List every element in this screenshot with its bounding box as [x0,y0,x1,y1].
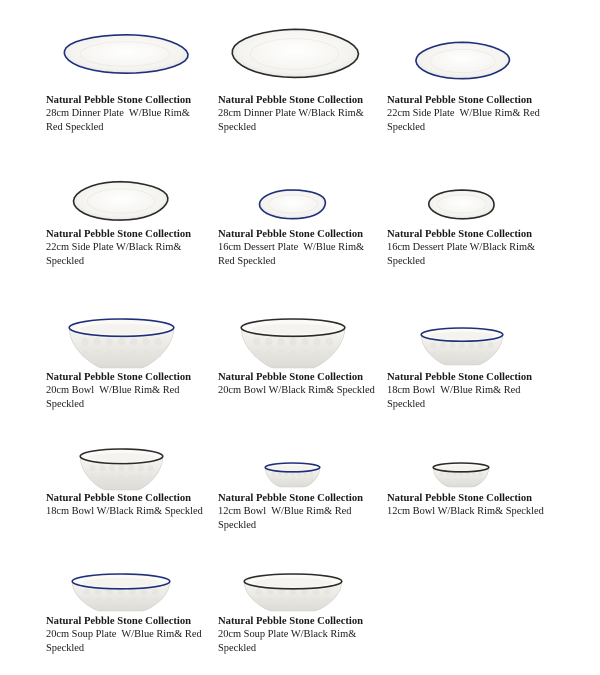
product-description [46,107,216,134]
soup-plate-image [243,573,343,612]
product-description-line-2: Speckled [387,398,426,410]
product-description-line-1: 20cm Bowl W/Blue Rim& Red [46,385,180,396]
product-description [218,628,388,655]
plate-image [258,188,328,220]
bowl-image [432,462,490,488]
product-collection-title: Natural Pebble Stone Collection [46,95,192,106]
product-description [218,384,388,398]
bowl-image [68,318,175,369]
product-description-line-1: 16cm Dessert Plate W/Blue Rim& [218,242,365,253]
product-collection-title: Natural Pebble Stone Collection [387,229,533,240]
product-description [218,241,388,268]
bowl-image [240,318,346,369]
product-description-line-2: Speckled [218,121,257,133]
product-description [387,384,557,411]
bowl-image [264,462,321,488]
product-collection-title: Natural Pebble Stone Collection [387,372,533,383]
plate-image [427,188,497,220]
product-description [46,505,216,519]
product-description-line-2: Speckled [46,398,85,410]
product-description [218,107,388,134]
bowl-image [420,327,504,366]
product-description-line-2: Speckled [387,121,426,133]
product-description [387,107,557,134]
product-collection-title: Natural Pebble Stone Collection [218,493,364,504]
plate-image [62,33,188,75]
product-description [46,384,216,411]
product-collection-title: Natural Pebble Stone Collection [46,616,192,627]
product-description-line-2: Speckled [218,642,257,654]
soup-plate-image [71,573,171,612]
product-description-line-2: Red Speckled [46,121,104,133]
product-description [218,505,388,532]
product-collection-title: Natural Pebble Stone Collection [46,493,192,504]
product-description-line-2: Red Speckled [218,255,276,267]
product-description-line-1: 20cm Bowl W/Black Rim& Speckled [218,385,375,396]
product-collection-title: Natural Pebble Stone Collection [218,372,364,383]
product-collection-title: Natural Pebble Stone Collection [218,616,364,627]
product-description-line-1: 12cm Bowl W/Blue Rim& Red [218,506,352,517]
product-description-line-1: 28cm Dinner Plate W/Black Rim& [218,108,364,119]
product-collection-title: Natural Pebble Stone Collection [387,95,533,106]
product-description-line-1: 16cm Dessert Plate W/Black Rim& [387,242,536,253]
plate-image [73,180,169,222]
product-collection-title: Natural Pebble Stone Collection [218,229,364,240]
product-description-line-2: Speckled [218,519,257,531]
product-description-line-1: 12cm Bowl W/Black Rim& Speckled [387,506,544,517]
product-description-line-1: 18cm Bowl W/Blue Rim& Red [387,385,521,396]
product-description-line-2: Speckled [387,255,426,267]
product-description-line-1: 22cm Side Plate W/Blue Rim& Red [387,108,540,119]
product-collection-title: Natural Pebble Stone Collection [46,372,192,383]
bowl-image [79,448,164,491]
product-description-line-2: Speckled [46,255,85,267]
product-description-line-2: Speckled [46,642,85,654]
plate-image [232,28,357,80]
product-description-line-1: 22cm Side Plate W/Black Rim& [46,242,182,253]
product-description-line-1: 28cm Dinner Plate W/Blue Rim& [46,108,190,119]
product-description-line-1: 20cm Soup Plate W/Blue Rim& Red [46,629,202,640]
product-description [46,628,216,655]
plate-image [416,41,509,81]
product-collection-title: Natural Pebble Stone Collection [218,95,364,106]
product-collection-title: Natural Pebble Stone Collection [387,493,533,504]
product-description [387,241,557,268]
product-collection-title: Natural Pebble Stone Collection [46,229,192,240]
product-description-line-1: 20cm Soup Plate W/Black Rim& [218,629,357,640]
product-description-line-1: 18cm Bowl W/Black Rim& Speckled [46,506,203,517]
product-description [46,241,216,268]
product-description [387,505,557,519]
